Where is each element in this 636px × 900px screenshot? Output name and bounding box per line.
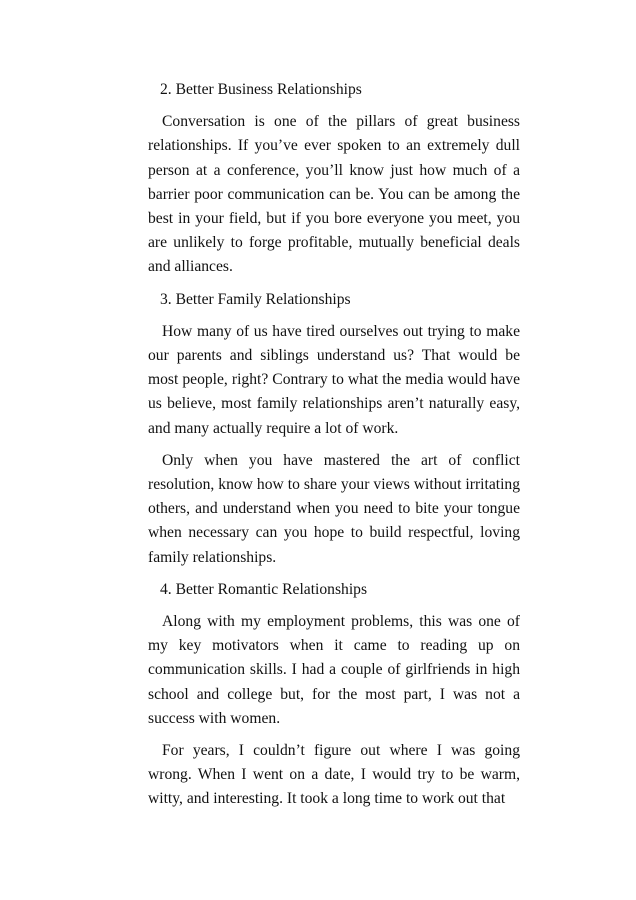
paragraph-romantic-1: Along with my employment problems, this was one of my key motivators when it came to reading up on communication skills. I had a couple of girlfriends in high school and college but, for the most part, I was not a success with women. [148, 613, 520, 727]
paragraph-romantic-2: For years, I couldn’t figure out where I was going wrong. When I went on a date, I would try to be warm, witty, and interesting. It took a long time to work out that [148, 742, 520, 808]
paragraph-business-1: Conversation is one of the pillars of great business relationships. If you’ve ever spoken to an extremely dull person at a conference, you’ll know just how much of a barrier poor communication can be. You can be among the best in your field, but if you bore everyone you meet, you are unlikely to forge profitable, mutually beneficial deals and alliances. [148, 113, 520, 276]
section-heading-business: 2. Better Business Relationships [160, 81, 362, 98]
section-heading-romantic: 4. Better Romantic Relationships [160, 580, 368, 598]
section-heading-family: 3. Better Family Relationships [160, 290, 351, 308]
paragraph-family-1: How many of us have tired ourselves out trying to make our parents and siblings understand us? That would be most people, right? Contrary to what the media would have us believe, most family relationships aren’t naturally easy, and many actually require a lot of work. [148, 322, 520, 437]
document-page [148, 78, 520, 820]
paragraph-family-2: Only when you have mastered the art of conflict resolution, know how to share your views without irritating others, and understand when you need to bite your tongue when necessary can you hope to build respectful, loving family relationships. [148, 451, 520, 566]
